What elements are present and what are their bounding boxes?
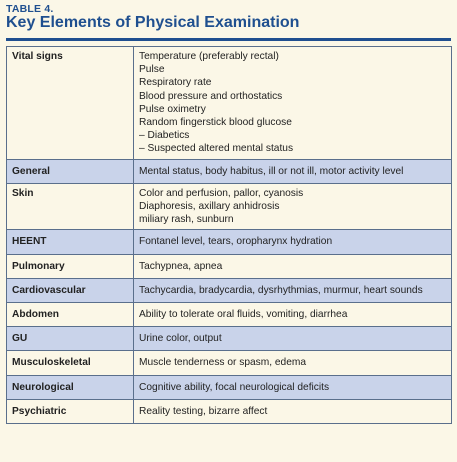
row-value: Tachycardia, bradycardia, dysrhythmias, murmur, heart sounds <box>134 278 452 302</box>
row-label: Vital signs <box>7 47 134 160</box>
table-row <box>7 351 452 375</box>
row-label: Cardiovascular <box>7 278 134 302</box>
table-row <box>7 254 452 278</box>
row-label: Skin <box>7 183 134 230</box>
row-value: Color and perfusion, pallor, cyanosis Diaphoresis, axillary anhidrosis miliary rash, sunburn <box>134 183 452 230</box>
row-value: Mental status, body habitus, ill or not ill, motor activity level <box>134 159 452 183</box>
table-row <box>7 230 452 254</box>
table-row <box>7 278 452 302</box>
physical-exam-table <box>6 46 452 424</box>
table-row <box>7 47 452 160</box>
row-label: General <box>7 159 134 183</box>
table-row <box>7 303 452 327</box>
row-value: Ability to tolerate oral fluids, vomiting, diarrhea <box>134 303 452 327</box>
row-value: Temperature (preferably rectal) Pulse Respiratory rate Blood pressure and orthostatics Pulse oximetry Random fingerstick blood glucose – Diabetics – Suspected altered mental status <box>134 47 452 160</box>
row-label: Pulmonary <box>7 254 134 278</box>
row-value: Cognitive ability, focal neurological deficits <box>134 375 452 399</box>
row-label: Psychiatric <box>7 399 134 423</box>
table-row <box>7 375 452 399</box>
row-label: HEENT <box>7 230 134 254</box>
row-label: Musculoskeletal <box>7 351 134 375</box>
table-title: Key Elements of Physical Examination <box>6 14 300 31</box>
table-row <box>7 159 452 183</box>
row-value: Urine color, output <box>134 327 452 351</box>
row-value: Reality testing, bizarre affect <box>134 399 452 423</box>
row-label: Abdomen <box>7 303 134 327</box>
table-row <box>7 327 452 351</box>
row-value: Tachypnea, apnea <box>134 254 452 278</box>
table-row <box>7 399 452 423</box>
row-label: Neurological <box>7 375 134 399</box>
title-divider <box>6 38 451 41</box>
row-value: Muscle tenderness or spasm, edema <box>134 351 452 375</box>
row-value: Fontanel level, tears, oropharynx hydration <box>134 230 452 254</box>
table-number-label: TABLE 4. <box>6 3 54 15</box>
row-label: GU <box>7 327 134 351</box>
table-row <box>7 183 452 230</box>
